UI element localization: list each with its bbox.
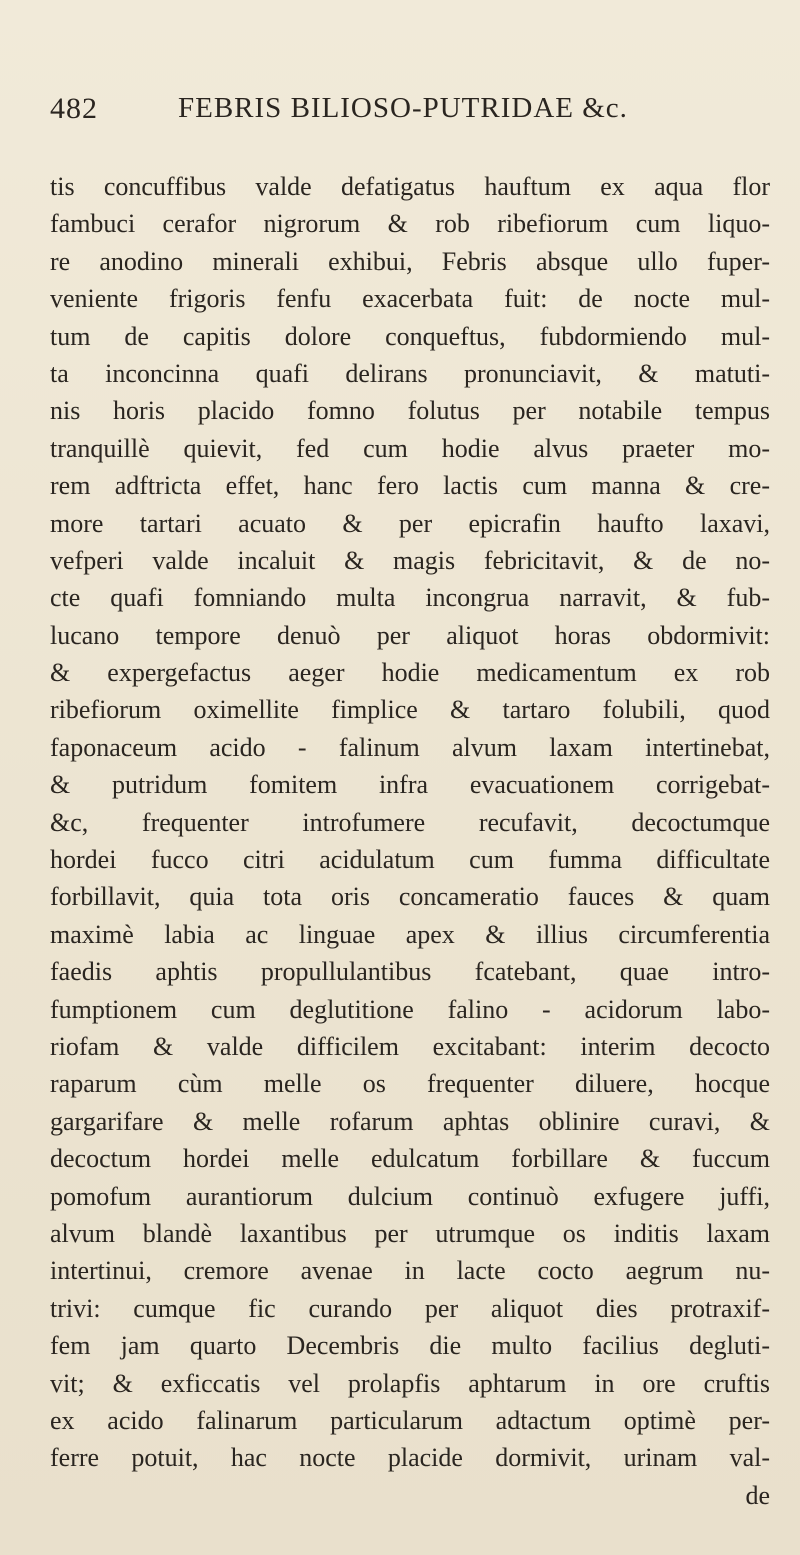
text-line: hordei fucco citri acidulatum cum fumma difficultate — [50, 845, 770, 875]
text-line: intertinui, cremore avenae in lacte cocto aegrum nu- — [50, 1256, 770, 1286]
text-line: maximè labia ac linguae apex & illius circumferentia — [50, 919, 770, 949]
text-line: tranquillè quievit, fed cum hodie alvus praeter mo- — [50, 433, 770, 463]
text-line: re anodino minerali exhibui, Febris absque ullo fuper- — [50, 246, 770, 276]
text-line: riofam & valde difficilem excitabant: interim decocto — [50, 1031, 770, 1061]
body-text — [50, 168, 770, 1514]
text-line: decoctum hordei melle edulcatum forbillare & fuccum — [50, 1144, 770, 1174]
text-line: alvum blandè laxantibus per utrumque os inditis laxam — [50, 1218, 770, 1248]
text-line: trivi: cumque fic curando per aliquot dies protraxif- — [50, 1293, 770, 1323]
text-line: vefperi valde incaluit & magis febricitavit, & de no- — [50, 545, 770, 575]
text-line: fumptionem cum deglutitione falino - acidorum labo- — [50, 994, 770, 1024]
text-line: tum de capitis dolore conqueftus, fubdormiendo mul- — [50, 321, 770, 351]
text-line: tis concuffibus valde defatigatus hauftum ex aqua flor — [50, 172, 770, 201]
page-header — [50, 92, 770, 132]
text-line: ex acido falinarum particularum adtactum optimè per- — [50, 1405, 770, 1435]
text-line: ribefiorum oximellite fimplice & tartaro folubili, quod — [50, 695, 770, 725]
text-line: rem adftricta effet, hanc fero lactis cum manna & cre- — [50, 471, 770, 501]
page-number: 482 — [50, 92, 98, 125]
text-line: vit; & exficcatis vel prolapfis aphtarum in ore cruftis — [50, 1368, 770, 1398]
text-line: more tartari acuato & per epicrafin haufto laxavi, — [50, 508, 770, 538]
text-line: fem jam quarto Decembris die multo facilius degluti- — [50, 1331, 770, 1361]
text-line: gargarifare & melle rofarum aphtas oblinire curavi, & — [50, 1106, 770, 1136]
text-line: ta inconcinna quafi delirans pronunciavit, & matuti- — [50, 358, 770, 388]
text-line: veniente frigoris fenfu exacerbata fuit: de nocte mul- — [50, 284, 770, 314]
text-line: fambuci cerafor nigrorum & rob ribefiorum cum liquo- — [50, 209, 770, 239]
text-line: forbillavit, quia tota oris concameratio fauces & quam — [50, 882, 770, 912]
running-head: FEBRIS BILIOSO-PUTRIDAE &c. — [178, 92, 628, 124]
text-line: cte quafi fomniando multa incongrua narravit, & fub- — [50, 583, 770, 613]
text-line: & putridum fomitem infra evacuationem corrigebat- — [50, 770, 770, 800]
text-line: lucano tempore denuò per aliquot horas obdormivit: — [50, 620, 770, 650]
text-line: &c, frequenter introfumere recufavit, decoctumque — [50, 807, 770, 837]
text-line-catchword: de — [745, 1480, 770, 1510]
text-line: faedis aphtis propullulantibus fcatebant, quae intro- — [50, 957, 770, 987]
text-line: & expergefactus aeger hodie medicamentum ex rob — [50, 658, 770, 688]
text-line: raparum cùm melle os frequenter diluere, hocque — [50, 1069, 770, 1099]
text-line: pomofum aurantiorum dulcium continuò exfugere juffi, — [50, 1181, 770, 1211]
text-line: faponaceum acido - falinum alvum laxam intertinebat, — [50, 732, 770, 762]
text-line: ferre potuit, hac nocte placide dormivit, urinam val- — [50, 1443, 770, 1473]
text-line: nis horis placido fomno folutus per notabile tempus — [50, 396, 770, 426]
